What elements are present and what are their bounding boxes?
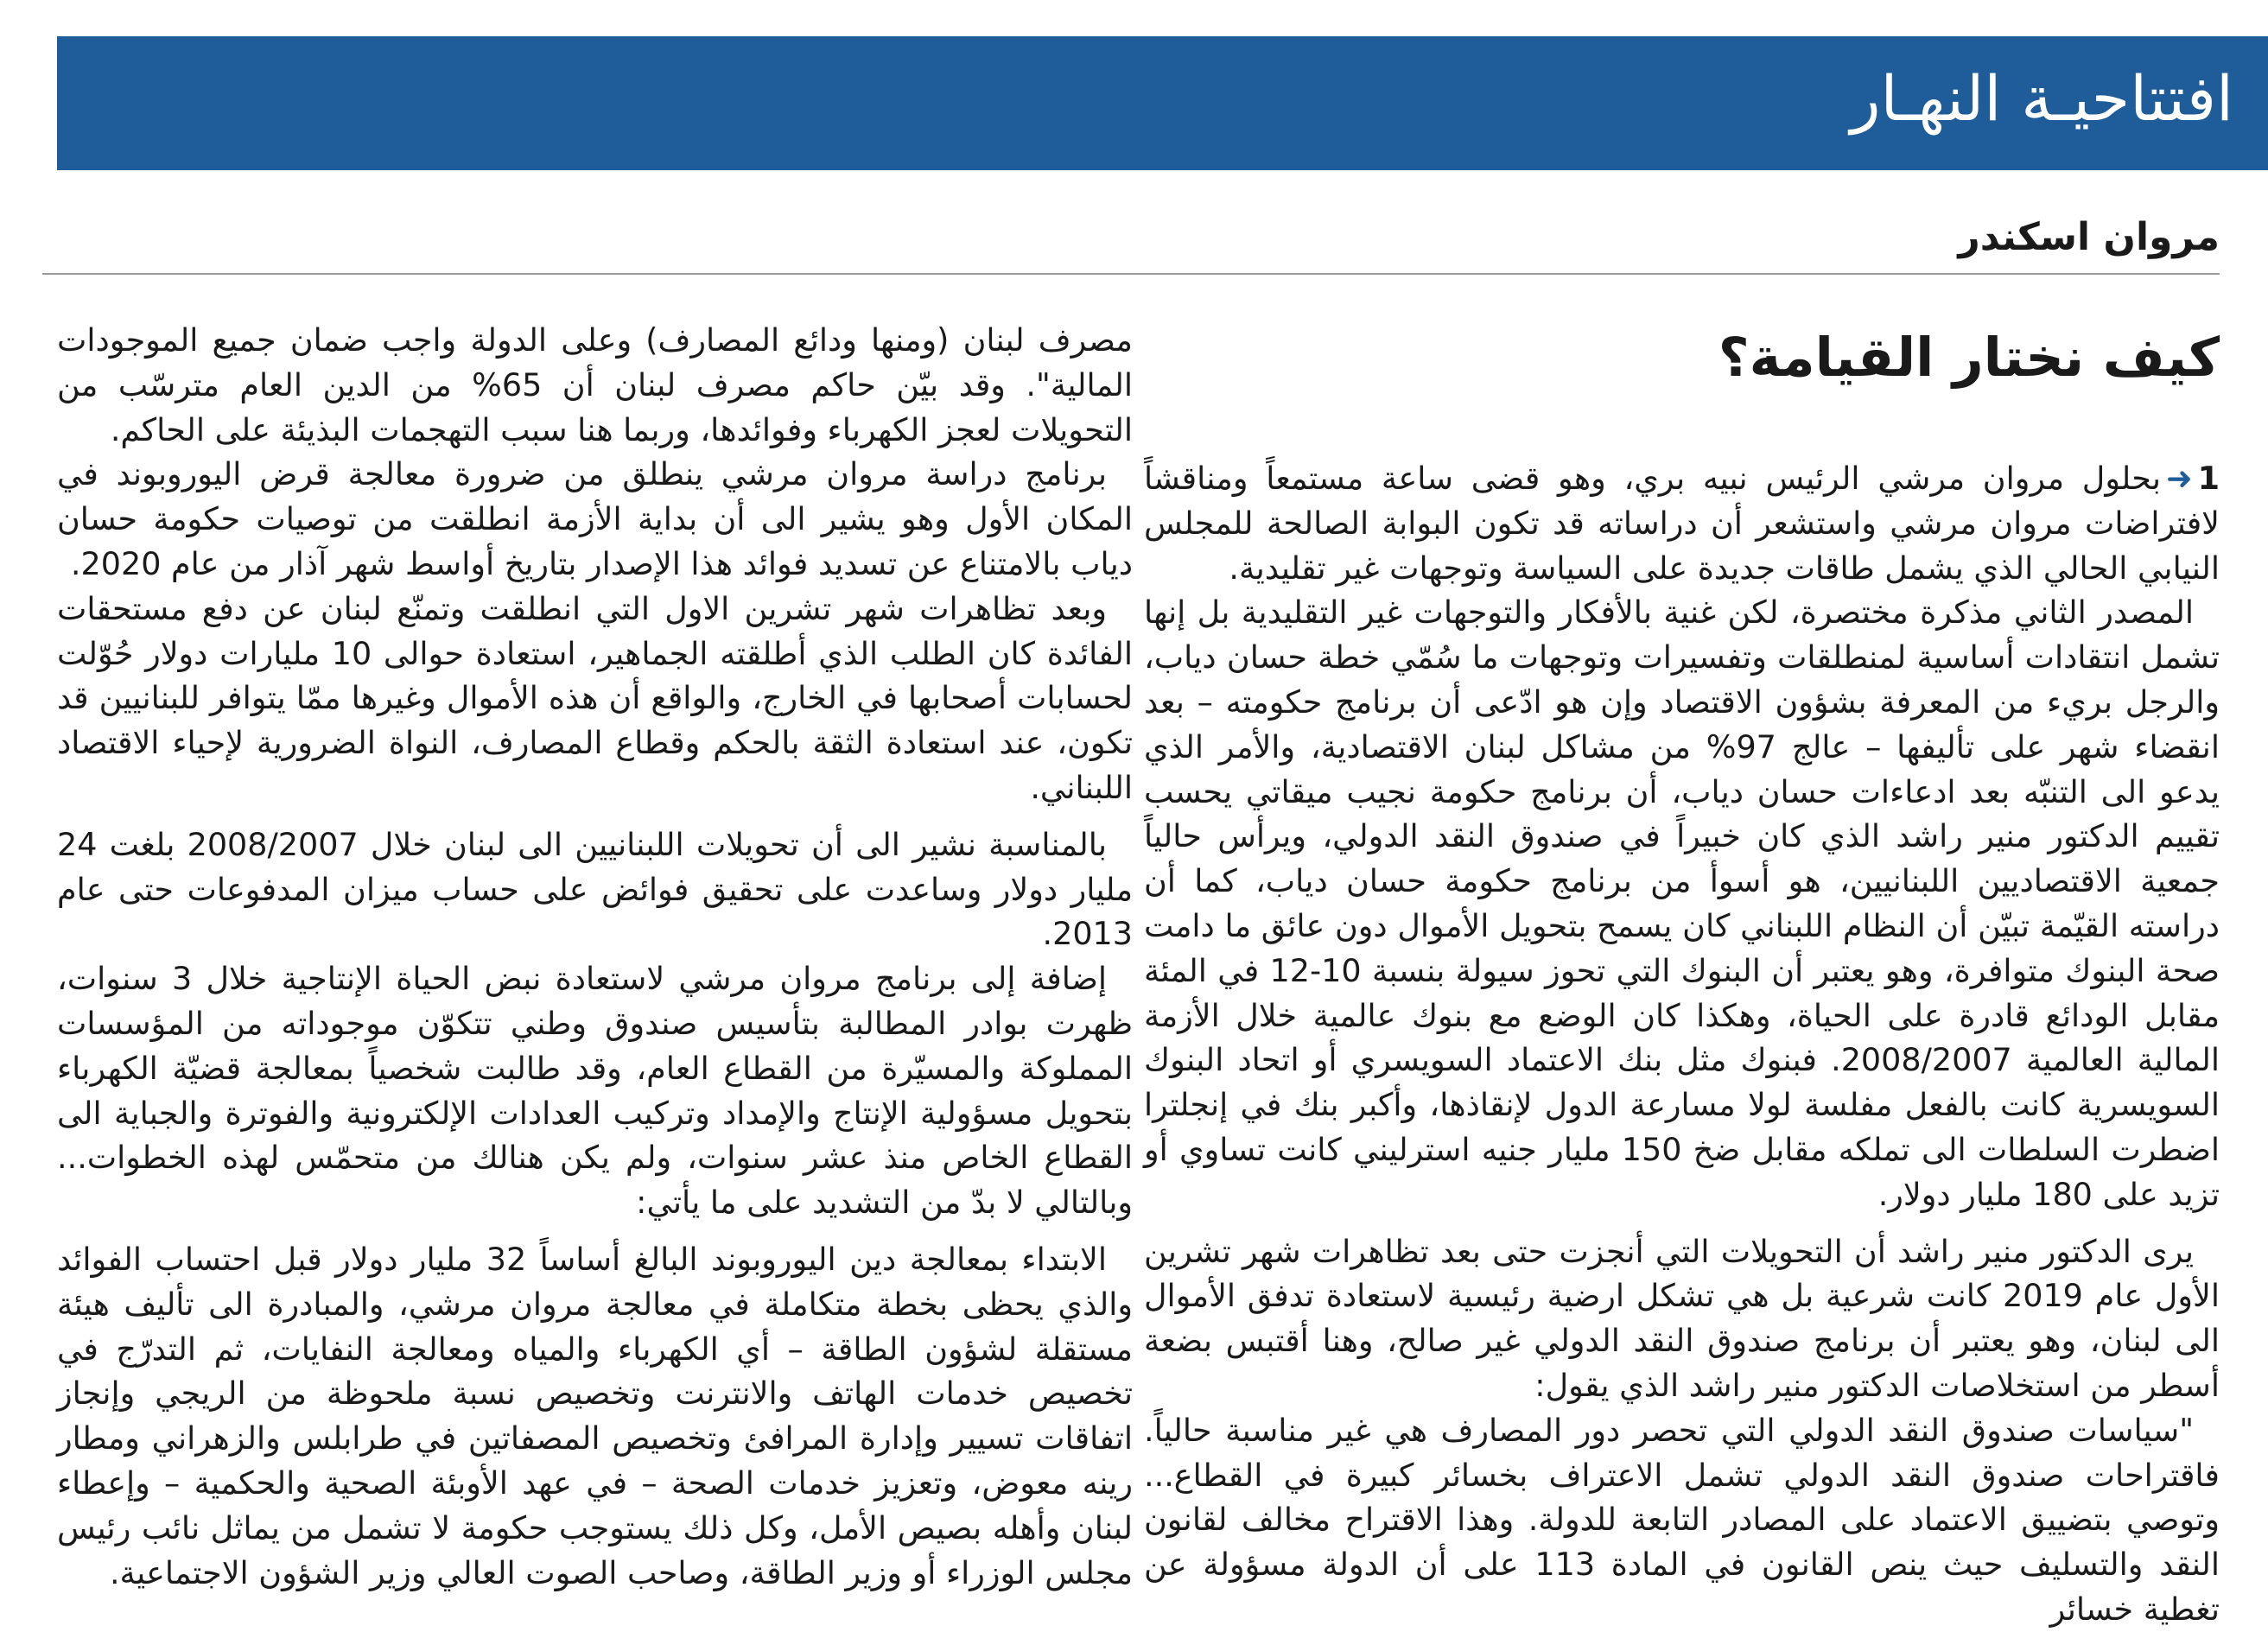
- article-column-left: [57, 318, 1133, 1595]
- section-title: افتتاحيـة النهـار: [1850, 62, 2233, 135]
- paragraph: بالمناسبة نشير الى أن تحويلات اللبنانيين الى لبنان خلال 2008/2007 بلغت 24 مليار دولار وساعدت على تحقيق فوائض على حساب ميزان المدفوعات حتى عام 2013.: [57, 825, 1133, 953]
- paragraph: الابتداء بمعالجة دين اليوروبوند البالغ أساساً 32 مليار دولار قبل احتساب الفوائد والذي يحظى بخطة متكاملة في معالجة مروان مرشي، والمبادرة الى تأليف هيئة مستقلة لشؤون الطاقة – أي الكهرباء والمياه ومعالجة النفايات، ثم التدرّج في تخصيص خدمات الهاتف والانترنت وتخصيص نسبة ملحوظة من الريجي وإنجاز اتفاقات تسيير وإدارة المرافئ وتخصيص المصفاتين في طرابلس والزهراني ومطار رينه معوض، وتعزيز خدمات الصحة – في عهد الأوبئة الصحية والحكمية – وإعطاء لبنان وأهله بصيص الأمل، وكل ذلك يستوجب حكومة لا تشمل من يماثل نائب رئيس مجلس الوزراء أو وزير الطاقة، وصاحب الصوت العالي وزير الشؤون الاجتماعية.: [57, 1240, 1133, 1591]
- paragraph: مصرف لبنان (ومنها ودائع المصارف) وعلى الدولة واجب ضمان جميع الموجودات المالية". وقد بيّن حاكم مصرف لبنان أن 65% من الدين العام مترسّب من التحويلات لعجز الكهرباء وفوائدها، وربما هنا سبب التهجمات البذيئة على الحاكم.: [57, 321, 1133, 448]
- article-headline: كيف نختار القيامة؟: [1718, 326, 2220, 389]
- masthead-banner: [57, 36, 2268, 170]
- paragraph: برنامج دراسة مروان مرشي ينطلق من ضرورة معالجة قرض اليوروبوند في المكان الأول وهو يشير الى أن بداية الأزمة انطلقت من توصيات حكومة حسان دياب بالامتناع عن تسديد فوائد هذا الإصدار بتاريخ أواسط شهر آذار من عام 2020.: [57, 455, 1133, 582]
- article-column-right: [1144, 456, 2220, 1632]
- author-byline: مروان اسكندر: [1958, 215, 2220, 259]
- paragraph: يرى الدكتور منير راشد أن التحويلات التي أنجزت حتى بعد تظاهرات شهر تشرين الأول عام 2019 كانت شرعية بل هي تشكل ارضية رئيسية لاستعادة تدفق الأموال الى لبنان، وهو يعتبر أن برنامج صندوق النقد الدولي غير صالح، وهنا أقتبس بضعة أسطر من استخلاصات الدكتور منير راشد الذي يقول:: [1144, 1232, 2220, 1404]
- paragraph-text: بحلول مروان مرشي الرئيس نبيه بري، وهو قضى ساعة مستمعاً ومناقشاً لافتراضات مروان مرشي واستشعر أن دراساته قد تكون البوابة الصالحة للمجلس النيابي الحالي الذي يشمل طاقات جديدة على السياسة وتوجهات غير تقليدية.: [1144, 460, 2220, 587]
- byline-divider: [42, 273, 2220, 275]
- section-number: 1: [2197, 460, 2220, 497]
- paragraph: المصدر الثاني مذكرة مختصرة، لكن غنية بالأفكار والتوجهات غير التقليدية بل إنها تشمل انتقادات أساسية لمنطلقات وتفسيرات وتوجهات ما سُمّي خطة حسان دياب، والرجل بريء من المعرفة بشؤون الاقتصاد وإن هو ادّعى أن برنامج حكومته – بعد انقضاء شهر على تأليفها – عالج 97% من مشاكل لبنان الاقتصادية، والأمر الذي يدعو الى التنبّه بعد ادعاءات حسان دياب، أن برنامج حكومة نجيب ميقاتي يحسب تقييم الدكتور منير راشد الذي كان خبيراً في صندوق النقد الدولي، ويرأس حالياً جمعية الاقتصاديين اللبنانيين، هو أسوأ من برنامج حكومة حسان دياب، كما أن دراسته القيّمة تبيّن أن النظام اللبناني كان يسمح بتحويل الأموال دون عائق ما دامت صحة البنوك متوافرة، وهو يعتبر أن البنوك التي تحوز سيولة بنسبة 10-12 في المئة مقابل الودائع قادرة على الحياة، وهكذا كان الوضع مع بنوك عالمية خلال الأزمة المالية العالمية 2008/2007. فبنوك مثل بنك الاعتماد السويسري أو اتحاد البنوك السويسرية كانت بالفعل مفلسة لولا مسارعة الدول لإنقاذها، وأكبر بنك في إنجلترا اضطرت السلطات الى تملكه مقابل ضخ 150 مليار جنيه استرليني كانت تساوي أو تزيد على 180 مليار دولار.: [1144, 594, 2220, 1213]
- paragraph: إضافة إلى برنامج مروان مرشي لاستعادة نبض الحياة الإنتاجية خلال 3 سنوات، ظهرت بوادر المطالبة بتأسيس صندوق وطني تتكوّن موجوداته من المؤسسات المملوكة والمسيّرة من القطاع العام، وقد طالبت شخصياً بمعالجة قضيّة الكهرباء بتحويل مسؤولية الإنتاج والإمداد وتركيب العدادات الإلكترونية والفوترة والجباية الى القطاع الخاص منذ عشر سنوات، ولم يكن هنالك من متحمّس لهذه الخطوات... وبالتالي لا بدّ من التشديد على ما يأتي:: [57, 960, 1133, 1222]
- paragraph: وبعد تظاهرات شهر تشرين الاول التي انطلقت وتمنّع لبنان عن دفع مستحقات الفائدة كان الطلب الذي أطلقته الجماهير، استعادة حوالى 10 مليارات دولار حُوّلت لحسابات أصحابها في الخارج، والواقع أن هذه الأموال وغيرها ممّا يتوافر للبنانيين قد تكون، عند استعادة الثقة بالحكم وقطاع المصارف، النواة الضرورية لإحياء الاقتصاد اللبناني.: [57, 589, 1133, 806]
- paragraph: "سياسات صندوق النقد الدولي التي تحصر دور المصارف هي غير مناسبة حالياً. فاقتراحات صندوق النقد الدولي تشمل الاعتراف بخسائر كبيرة في القطاع... وتوصي بتضييق الاعتماد على المصادر التابعة للدولة. وهذا الاقتراح مخالف لقانون النقد والتسليف حيث ينص القانون في المادة 113 على أن الدولة مسؤولة عن تغطية خسائر: [1144, 1411, 2220, 1628]
- arrow-left-icon: ➜: [2166, 460, 2193, 497]
- paragraph: [1144, 456, 2220, 590]
